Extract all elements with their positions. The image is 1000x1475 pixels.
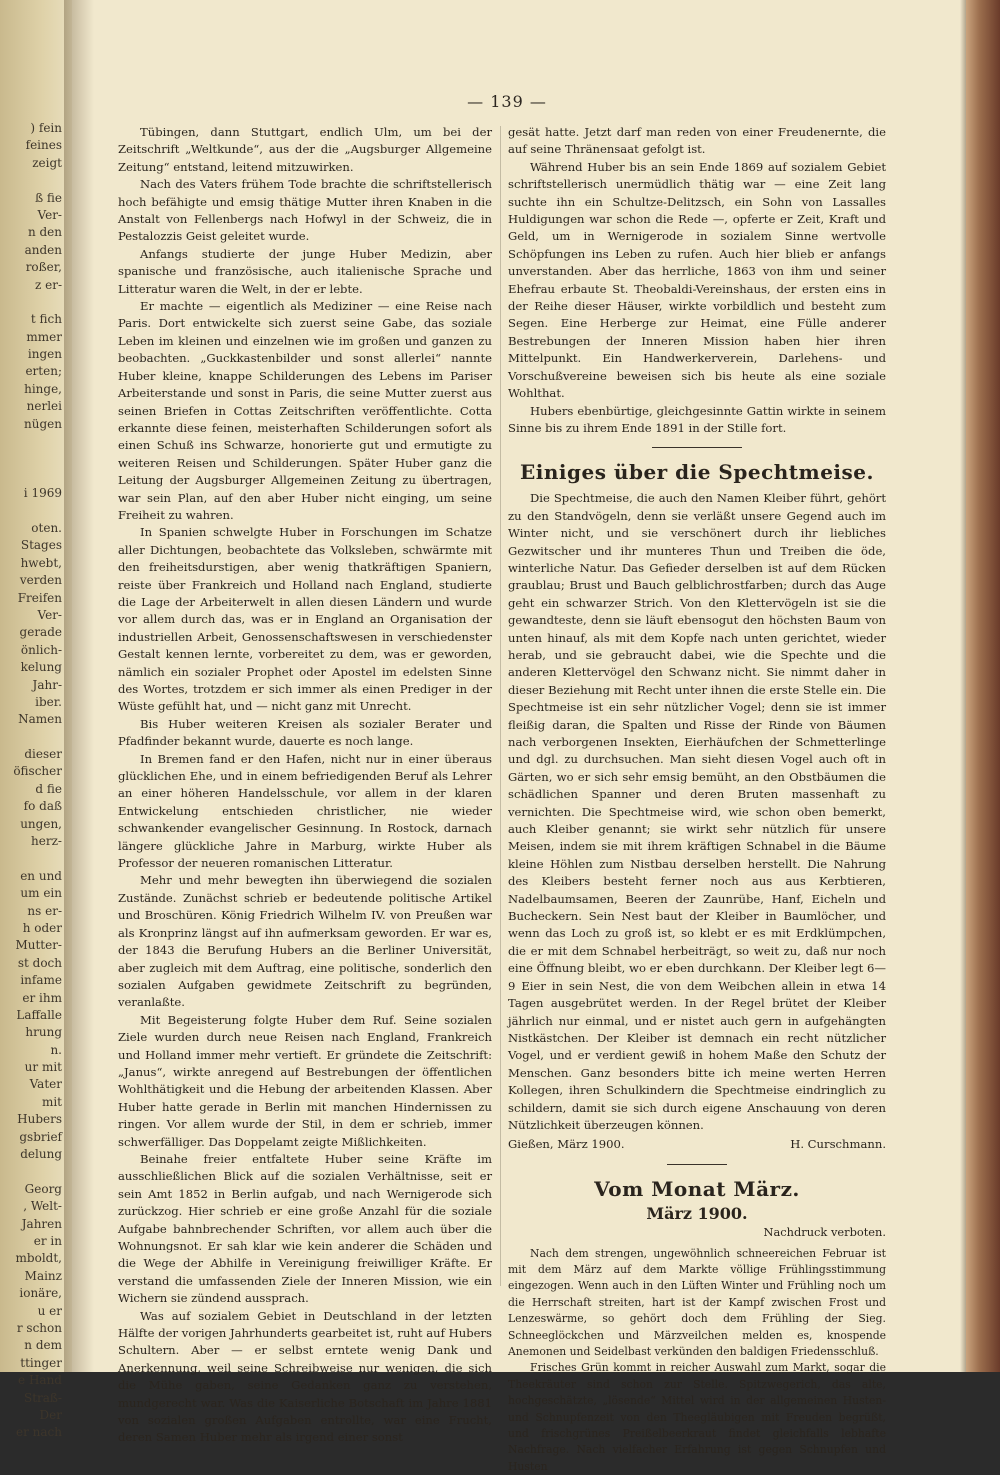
bleed-line: r schon — [16, 1320, 62, 1335]
paragraph: Beinahe freier entfaltete Huber seine Kräfte im ausschließlichen Blick auf die sozialen Verhältnisse, seit er sein Amt 1852 in Berlin aufgab, und nach Wernigerode sich zurückzog. Hier schrieb er eine große Anzahl für die soziale Aufgabe bahnbrechender Schriften, vor allem auch über die Wohnungsnot. Er sah klar wie kein anderer die Schäden und die Wege der Abhilfe in Vereinigung freiwilliger Kräfte. Er verstand die umfassenden Ziele der Inneren Mission, wie ein Wichern sie zündend aussprach. — [118, 1151, 492, 1306]
bleed-line: er in — [33, 1234, 62, 1248]
paragraph: Nach des Vaters frühem Tode brachte die schriftstellerisch hoch befähigte und emsig thätige Mutter ihren Knaben in die Anstalt von Fellenbergs nach Hofwyl in der Schweiz, die in Pestalozzis Geist geleitet wurde. — [118, 177, 492, 244]
page-number: — 139 — — [467, 92, 547, 111]
bleed-line: um ein — [20, 886, 62, 901]
bleed-line: oten. — [31, 520, 62, 535]
bleed-line: n. — [50, 1042, 62, 1057]
bleed-line: zeigt — [32, 155, 62, 170]
bleed-line: gerade — [19, 625, 62, 640]
bleed-line: Georg — [24, 1181, 62, 1196]
bleed-line: Hubers — [17, 1112, 62, 1127]
bleed-line: u er — [37, 1303, 62, 1318]
bleed-line — [0, 433, 62, 450]
reprint-notice: Nachdruck verboten. — [763, 1225, 886, 1240]
bleed-line: st doch — [17, 955, 62, 970]
paragraph: Hubers ebenbürtige, gleichgesinnte Gattin wirkte in seinem Sinne bis zu ihrem Ende 1891 in der Stille fort. — [508, 403, 886, 435]
paragraph: Bis Huber weiteren Kreisen als sozialer Berater und Pfadfinder bekannt wurde, dauerte es noch lange. — [118, 716, 492, 749]
bleed-line: z er- — [34, 277, 62, 292]
article-signature — [508, 1136, 886, 1153]
bleed-line: mmer — [26, 329, 62, 344]
article-title-spechtmeise: Einiges über die Spechtmeise. — [520, 460, 874, 485]
bleed-line — [0, 450, 62, 467]
bleed-line: Mutter- — [15, 938, 62, 953]
bleed-line: Ver- — [37, 207, 62, 222]
bleed-line — [0, 172, 62, 189]
spechtmeise-article-body — [508, 490, 886, 1134]
paragraph: Die Spechtmeise, die auch den Namen Kleiber führt, gehört zu den Standvögeln, denn sie verläßt unsere Gegend auch im Winter nicht, und sie verschönert durch ihr liebliches Gezwitscher und ihr munteres Thun und Treiben die öde, winterliche Natur. Das Gefieder derselben ist auf dem Rücken graublau; Brust und Bauch gelblichrostfarben; durch das Auge geht ein schwarzer Strich. Von den Klettervögeln ist sie die gewandteste, denn sie läuft ebensogut den höchsten Baum von unten hinauf, als mit dem Kopfe nach unten gerichtet, wieder herab, und sie gebraucht dabei, wie die Spechte und die anderen Klettervögel den Schwanz nicht. Sie nimmt daher in dieser Beziehung mit Recht unter ihnen die erste Stelle ein. Die Spechtmeise ist ein sehr nützlicher Vogel; denn sie ist immer fleißig daran, die Spalten und Risse der Rinde von Bäumen nach verborgenen Insekten, Eierhäufchen der Schmetterlinge und dgl. zu durchsuchen. Man sieht diesen Vogel auch oft in Gärten, wo er sich sehr emsig bemüht, an den Obstbäumen die schädlichen Spanner und deren Bruten massenhaft zu vernichten. Die Spechtmeise wird, wie schon oben bemerkt, auch Kleiber genannt; sie wirkt sehr nützlich für unsere Meisen, indem sie mit ihrem kräftigen Schnabel in die Bäume kleine Höhlen zum Nistbau derselben herstellt. Die Nahrung des Kleibers besteht ferner noch aus aus Kerbtieren, Nadelbaumsamen, Beeren der Zaunrübe, Hanf, Eicheln und Bucheckern. Sein Nest baut der Kleiber in Baumlöcher, und wenn das Loch zu groß ist, so klebt er es mit Erdklümpchen, die er mit dem Schnabel herbeiträgt, so weit zu, daß nur noch eine Öffnung bleibt, wo er eben durchkann. Der Kleiber legt 6—9 Eier in sein Nest, die von dem Weibchen allein in etwa 14 Tagen ausgebrütet werden. In der Regel brütet der Kleiber jährlich nur einmal, und er nistet auch gern in aufgehängten Nistkästchen. Der Kleiber ist demnach ein recht nützlicher Vogel, und er verdient gewiß in hohem Maße den Schutz der Menschen. Ganz besonders bitte ich meine werten Herren Kollegen, ihren Schulkindern die Spechtmeise eindringlich zu schildern, damit sie sich durch eigene Anschauung von deren Nützlichkeit überzeugen können. — [508, 491, 886, 1132]
bleed-line: ns er- — [27, 903, 62, 918]
bleed-line: Mainz — [24, 1268, 62, 1283]
bleed-line: iber. — [35, 694, 62, 709]
bleed-line: Freifen — [17, 590, 62, 605]
bleed-line: feines — [25, 138, 62, 153]
article-subtitle-maerz: März 1900. — [646, 1203, 748, 1223]
bleed-line: en und — [20, 868, 62, 883]
bleed-line: Ver- — [37, 607, 62, 622]
huber-article-continuation — [508, 124, 886, 437]
bleed-line: hrung — [25, 1025, 62, 1040]
paragraph: Frisches Grün kommt in reicher Auswahl zum Markt, sogar die Theekräuter sind schon zur Stelle. Spitzwegerich, das alte, hochgeschätzte, „lösende“ Mittel wird in der allgemeinen Husten- und Schnupfenzeit von den Theegläubigen mit Freuden begrüßt, und frischgrünes Preißelbeerkraut findet gleichfalls lebhafte Nachfrage. Nach vielfacher Erfahrung ist gegen Schnupfen und Husten — [508, 1361, 886, 1473]
bleed-line: erten; — [25, 364, 62, 379]
book-spine — [966, 0, 1000, 1372]
article-title-maerz: Vom Monat März. — [594, 1176, 800, 1201]
bleed-line: er nach — [16, 1425, 62, 1440]
bleed-line: gsbrief — [19, 1129, 62, 1144]
paragraph: Er machte — eigentlich als Mediziner — eine Reise nach Paris. Dort entwickelte sich zuerst seine Gabe, das soziale Leben im kleinen und einzelnen wie im großen und ganzen zu beobachten. „Guckkastenbilder und sonst allerlei“ nannte Huber kleine, knappe Schilderungen des Lebens im Pariser Arbeiterstande und sonst in Paris, die seine Mutter zuerst aus seinen Briefen in Cottas Zeitschriften veröffentlichte. Cotta erkannte diese feinen, meisterhaften Schilderungen sofort als einen Schuß ins Schwarze, honorierte gut und ermutigte zu weiteren Reisen und Schilderungen. Später Huber ganz die Leitung der Augsburger Allgemeinen Zeitung zu übertragen, war sein Plan, auf den aber Huber nicht einging, um seine Freiheit zu wahren. — [118, 299, 492, 522]
bleed-line: n den — [27, 225, 62, 240]
paragraph: Anfangs studierte der junge Huber Medizin, aber spanische und französische, auch italienische Sprache und Litteratur waren die Welt, in der er lebte. — [118, 246, 492, 296]
bleed-line: Jahr- — [32, 677, 62, 692]
author-name: H. Curschmann. — [790, 1137, 886, 1152]
paragraph: Nach dem strengen, ungewöhnlich schneereichen Februar ist mit dem März auf dem Markte völlige Frühlingsstimmung eingezogen. Wenn auch in den Lüften Winter und Frühling noch um die Herrschaft streiten, hart ist der Kampf zwischen Frost und Lenzeswärme, so gehört doch dem Frühling der Sieg. Schneeglöckchen und Märzveilchen melden es, knospende Anemonen und Seidelbast verkünden den baldigen Friedensschluß. — [508, 1246, 886, 1358]
bleed-line — [0, 850, 62, 867]
bleed-line: , Welt- — [23, 1199, 62, 1214]
paragraph: In Bremen fand er den Hafen, nicht nur in einer überaus glücklichen Ehe, und in einem befriedigenden Beruf als Lehrer an einer höheren Handelsschule, vor allem in der klaren Entwickelung entschieden christlicher, nie wieder schwankender evangelischer Gesinnung. In Rostock, darnach längere glückliche Jahre in Marburg, wirkte Huber als Professor der neueren romanischen Litteratur. — [118, 751, 492, 871]
bleed-line: Jahren — [21, 1216, 62, 1231]
bleed-line: n dem — [24, 1338, 62, 1353]
bleed-line: roßer, — [25, 260, 62, 275]
paragraph: Während Huber bis an sein Ende 1869 auf sozialem Gebiet schriftstellerisch unermüdlich thätig war — eine Zeit lang suchte ihn ein Schultze-Delitzsch, ein Sohn von Lassalles Huldigungen war schon die Rede —, opferte er Zeit, Kraft und Geld, um in Wernigerode in sozialem Sinne wertvolle Schöpfungen ins Leben zu rufen. Auch hier blieb er anfangs unverstanden. Aber das herrliche, 1863 von ihm und seiner Ehefrau erbaute St. Theobaldi-Vereinshaus, der ersten eins in der Reihe dieser Häuser, wirkte vorbildlich und besteht zum Segen. Eine Herberge zur Heimat, eine Fülle anderer Bestrebungen der Inneren Mission haben hier ihren Mittelpunkt. Ein Handwerkerverein, Darlehens- und Vorschußvereine beweisen sich bis heute als eine soziale Wohlthat. — [508, 159, 886, 401]
bleed-line: ß fie — [35, 190, 62, 205]
paragraph: In Spanien schwelgte Huber in Forschungen im Schatze aller Dichtungen, beobachtete das Volksleben, schwärmte mit den freiheitsdurstigen, aber wenig thatkräftigen Spaniern, reiste über Frankreich und Holland nach England, studierte die Lage der Arbeiterwelt in allen diesen Ländern und wurde vor allem durch das, was er in England an Organisation der industriellen Arbeit, Genossenschaftswesen in verschiedenster Gestalt kennen lernte, vorbereitet zu dem, was er geworden, nämlich ein sozialer Prophet oder Apostel im edelsten Sinne des Wortes, trotzdem er sich immer als einen Prediger in der Wüste gefühlt hat, und — nicht ganz mit Unrecht. — [118, 525, 492, 714]
column-rule — [500, 126, 501, 1286]
bleed-line: fo daß — [23, 799, 62, 814]
book-gutter-shadow — [64, 0, 94, 1372]
bleed-line: ttinger — [20, 1355, 62, 1370]
bleed-line: infame — [20, 973, 62, 988]
bleed-line: hinge, — [24, 381, 62, 396]
bleed-line: ur mit — [24, 1060, 62, 1075]
bleed-line: t fich — [30, 312, 62, 327]
previous-page-bleed-text — [0, 120, 62, 1442]
bleed-line: i 1969 — [23, 486, 62, 501]
bleed-line: ) fein — [30, 121, 62, 135]
bleed-line: nerlei — [26, 399, 62, 414]
section-divider-2 — [667, 1164, 727, 1165]
paragraph: Mehr und mehr bewegten ihn überwiegend die sozialen Zustände. Zunächst schrieb er bedeutende politische Artikel und Broschüren. König Friedrich Wilhelm IV. von Preußen war als Kronprinz längst auf ihn aufmerksam geworden. Er war es, der 1843 die Berufung Hubers an die Berliner Universität, aber zugleich mit dem Auftrag, eine politische, sonderlich den sozialen Aufgaben gewidmete Zeitschrift zu begründen, veranlaßte. — [118, 873, 492, 1010]
bleed-line: önlich- — [20, 642, 62, 657]
bleed-line: ionäre, — [19, 1286, 62, 1301]
maerz-article-body — [508, 1246, 886, 1475]
bleed-line: anden — [24, 242, 62, 257]
bleed-line: er ihm — [22, 990, 62, 1005]
paragraph: Was auf sozialem Gebiet in Deutschland in der letzten Hälfte der vorigen Jahrhunderts gearbeitet ist, ruht auf Hubers Schultern. Aber — er selbst erntete wenig Dank und Anerkennung, weil seine Schreibweise nur wenigen, die sich die Mühe gaben, seine Gedanken ganz zu verstehen, mundgerecht war. Was die Kaiserliche Botschaft im Jahre 1881 von sozialen großen Aufgaben entrollte, war eine Frucht, deren Samen Huber mehr als irgend einer sonst — [118, 1308, 492, 1445]
bleed-line: h oder — [22, 920, 62, 935]
bleed-line: ungen, — [20, 816, 62, 831]
bleed-line: Vater — [29, 1077, 62, 1092]
bleed-line: hwebt, — [20, 555, 62, 570]
bleed-line — [0, 294, 62, 311]
bleed-line: d fie — [35, 781, 62, 796]
paragraph: Tübingen, dann Stuttgart, endlich Ulm, um bei der Zeitschrift „Weltkunde“, aus der die „Augsburger Allgemeine Zeitung“ entstand, leitend mitzuwirken. — [118, 125, 492, 174]
bleed-line: mboldt, — [15, 1251, 62, 1266]
bleed-line: delung — [20, 1147, 62, 1162]
place-date: Gießen, März 1900. — [508, 1137, 625, 1152]
bleed-line: e Hand — [18, 1373, 62, 1388]
left-column — [118, 124, 492, 1447]
bleed-line — [0, 468, 62, 485]
bleed-line: Straß- — [23, 1390, 62, 1405]
right-column — [508, 124, 886, 1475]
section-divider — [652, 447, 742, 448]
bleed-line: herz- — [31, 834, 62, 849]
bleed-line: nügen — [24, 416, 62, 431]
bleed-line: Der — [39, 1407, 62, 1422]
paragraph: Mit Begeisterung folgte Huber dem Ruf. Seine sozialen Ziele wurden durch neue Reisen nach England, Frankreich und Holland immer mehr vertieft. Er gründete die Zeitschrift: „Janus“, wirkte anregend auf Bestrebungen der öffentlichen Wohlthätigkeit und die Hebung der arbeitenden Klassen. Aber Huber hatte gerade in Berlin mit manchen Hindernissen zu ringen. Vor allem wurde der Stil, in dem er schrieb, immer schwerfälliger. Das Doppelamt zeigte Mißlichkeiten. — [118, 1012, 492, 1149]
bleed-line: Namen — [18, 712, 62, 727]
bleed-line: ingen — [27, 347, 62, 362]
bleed-line: verden — [19, 573, 62, 588]
bleed-line: Stages — [20, 538, 62, 553]
bleed-line: dieser — [24, 747, 62, 762]
bleed-line: mit — [41, 1094, 62, 1109]
bleed-line — [0, 729, 62, 746]
bleed-line: kelung — [20, 660, 62, 675]
bleed-line — [0, 1163, 62, 1180]
paragraph: gesät hatte. Jetzt darf man reden von einer Freudenernte, die auf seine Thränensaat gefolgt ist. — [508, 125, 886, 157]
bleed-line — [0, 503, 62, 520]
bleed-line: Laffalle — [16, 1007, 62, 1022]
bleed-line: öfischer — [13, 764, 62, 779]
